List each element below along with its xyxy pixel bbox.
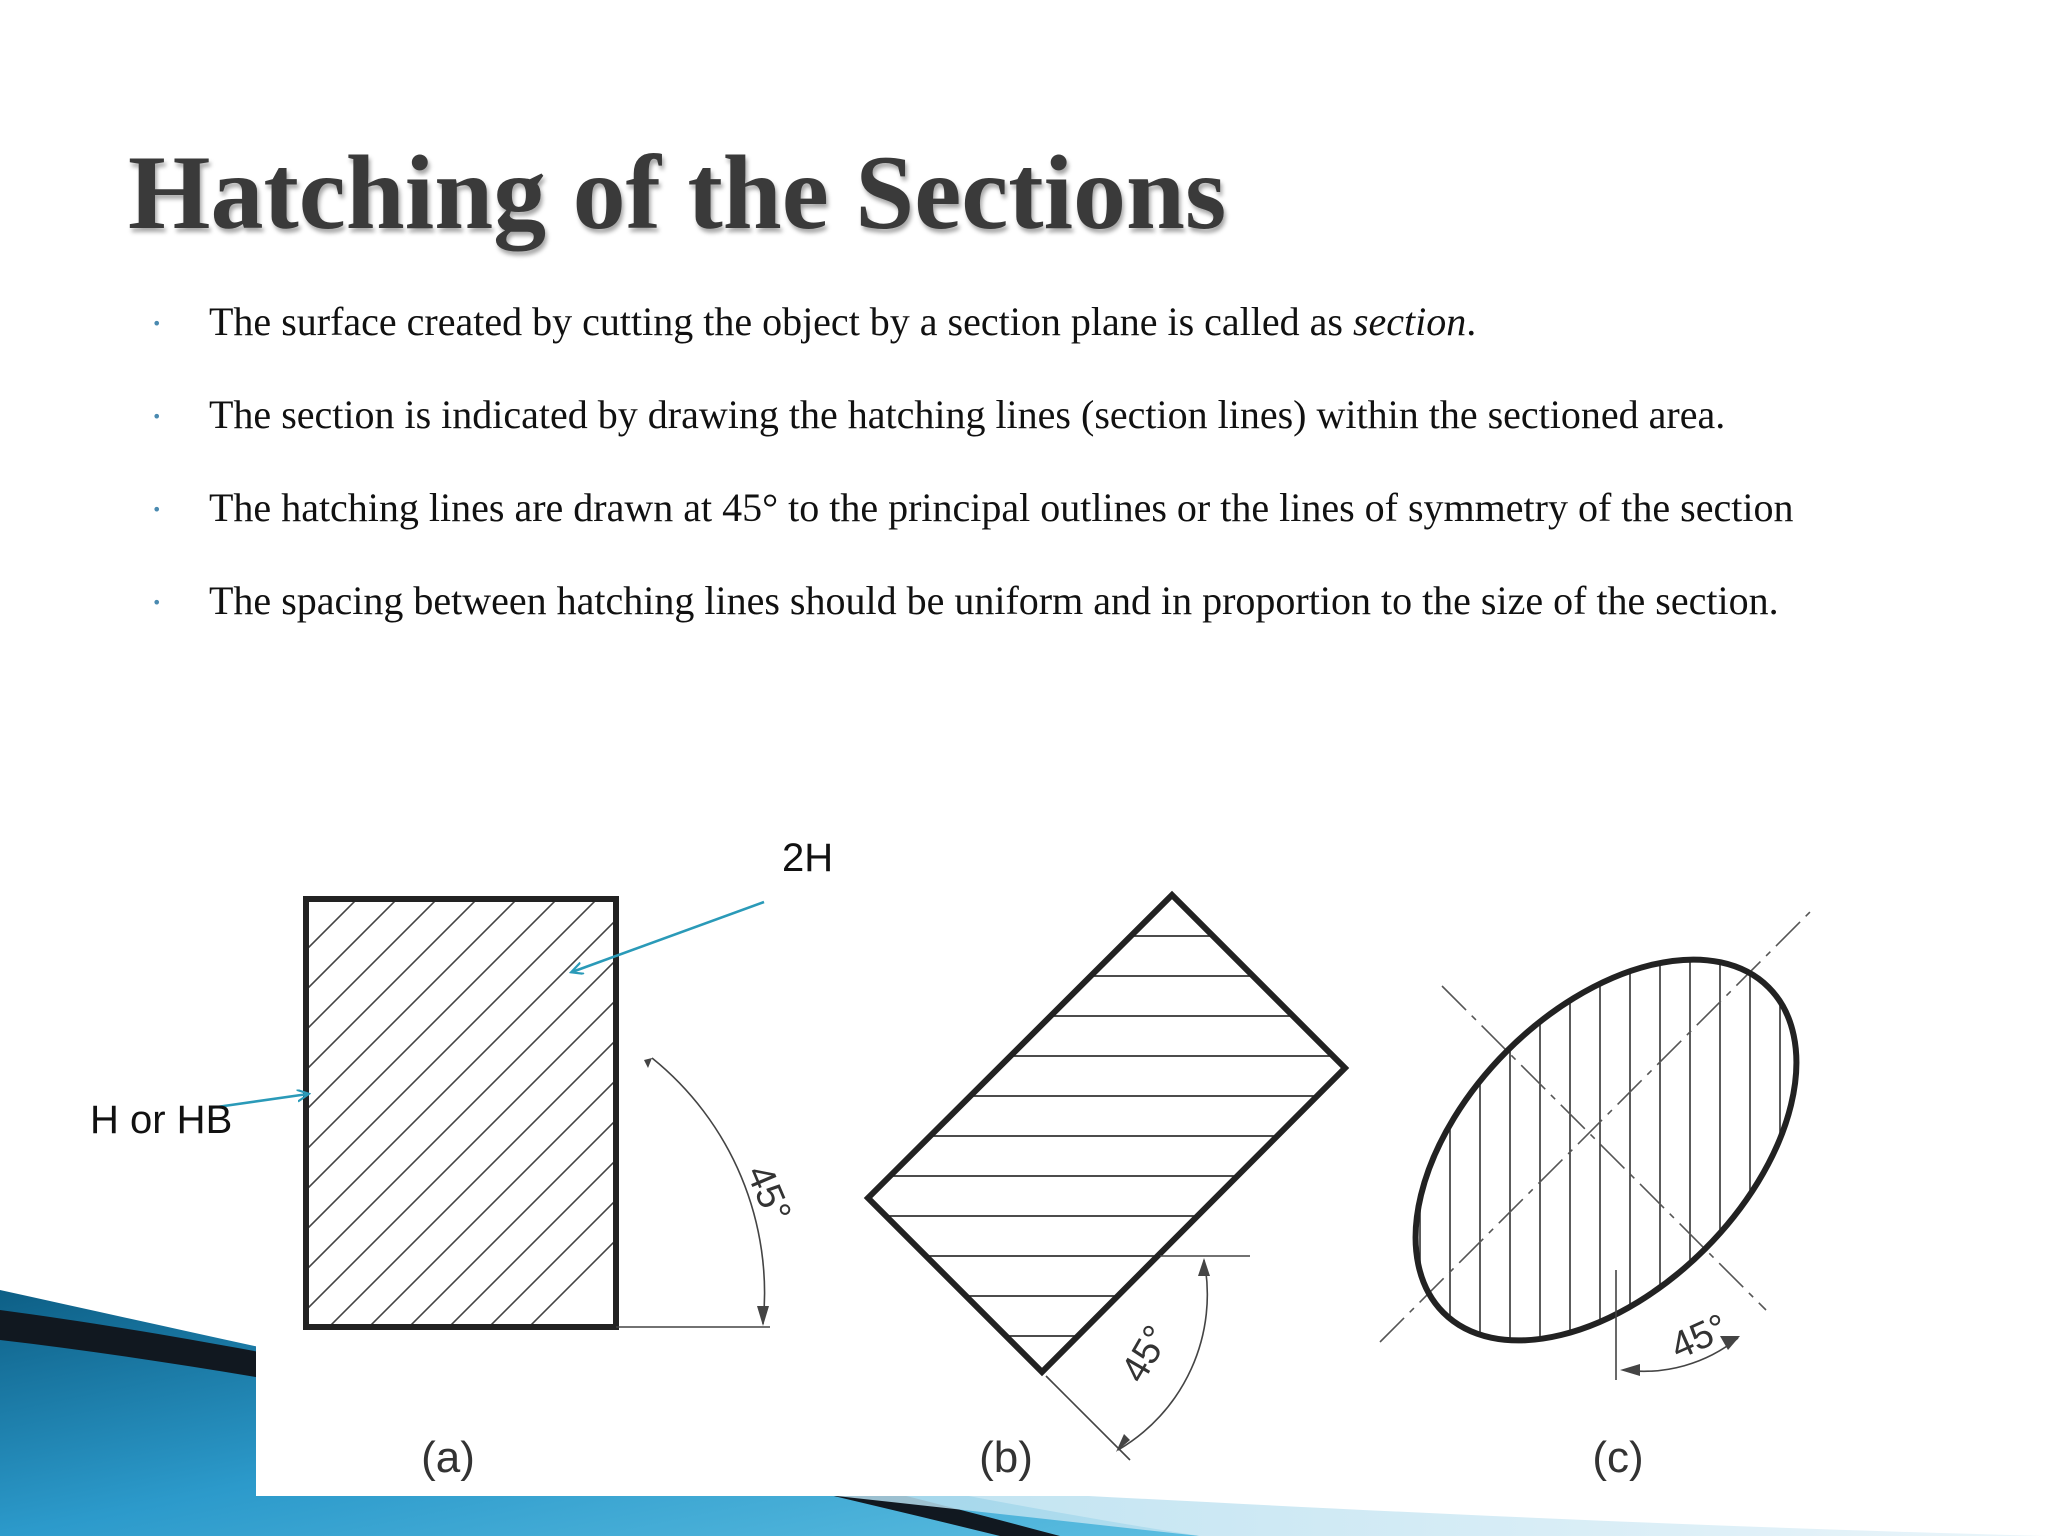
panel-a-arc-arrowhead xyxy=(757,1306,769,1326)
slide-title: Hatching of the Sections xyxy=(128,134,1227,251)
bullet-dot: • xyxy=(152,593,162,612)
bullet-text: The hatching lines are drawn at 45° to the principal outlines or the lines of symmetry of the section xyxy=(209,485,1794,530)
bullet-text-italic: section xyxy=(1352,299,1467,344)
panel-b-extension-line xyxy=(1046,1376,1130,1460)
panel-a-angle-label: 45° xyxy=(737,1159,799,1229)
bullet-text-end: . xyxy=(1466,299,1477,344)
bullet-text: The spacing between hatching lines should be uniform and in proportion to the size of the section. xyxy=(209,578,1779,623)
bullet-text: The section is indicated by drawing the hatching lines (section lines) within the sectioned area. xyxy=(209,392,1726,437)
panel-a-arc-arrowhead xyxy=(644,1058,652,1068)
panel-c-angle-label: 45° xyxy=(1664,1306,1735,1369)
panel-a-hatch-lines xyxy=(306,870,986,1536)
panel-b-arc-arrowhead xyxy=(1198,1258,1210,1276)
panel-c-arc-arrowhead xyxy=(1620,1364,1640,1376)
panel-c-centerline-major xyxy=(1380,912,1810,1342)
bullet-dot: • xyxy=(152,407,162,426)
panel-b-caption: (b) xyxy=(979,1433,1033,1482)
panel-b-angle-label: 45° xyxy=(1113,1318,1179,1390)
panel-b-outline xyxy=(868,895,1345,1372)
pencil-2h-label: 2H xyxy=(782,836,834,880)
bullet-dot: • xyxy=(152,500,162,519)
panel-a-caption: (a) xyxy=(421,1433,475,1482)
panel-c-caption: (c) xyxy=(1592,1433,1644,1482)
bullet-dot: • xyxy=(152,314,162,333)
callout-arrow-2h xyxy=(572,902,764,972)
pencil-h-or-hb-label: H or HB xyxy=(90,1098,233,1142)
panel-c-centerline-minor xyxy=(1442,986,1766,1310)
bullet-text-main: The surface created by cutting the object by a section plane is called as xyxy=(209,299,1353,344)
